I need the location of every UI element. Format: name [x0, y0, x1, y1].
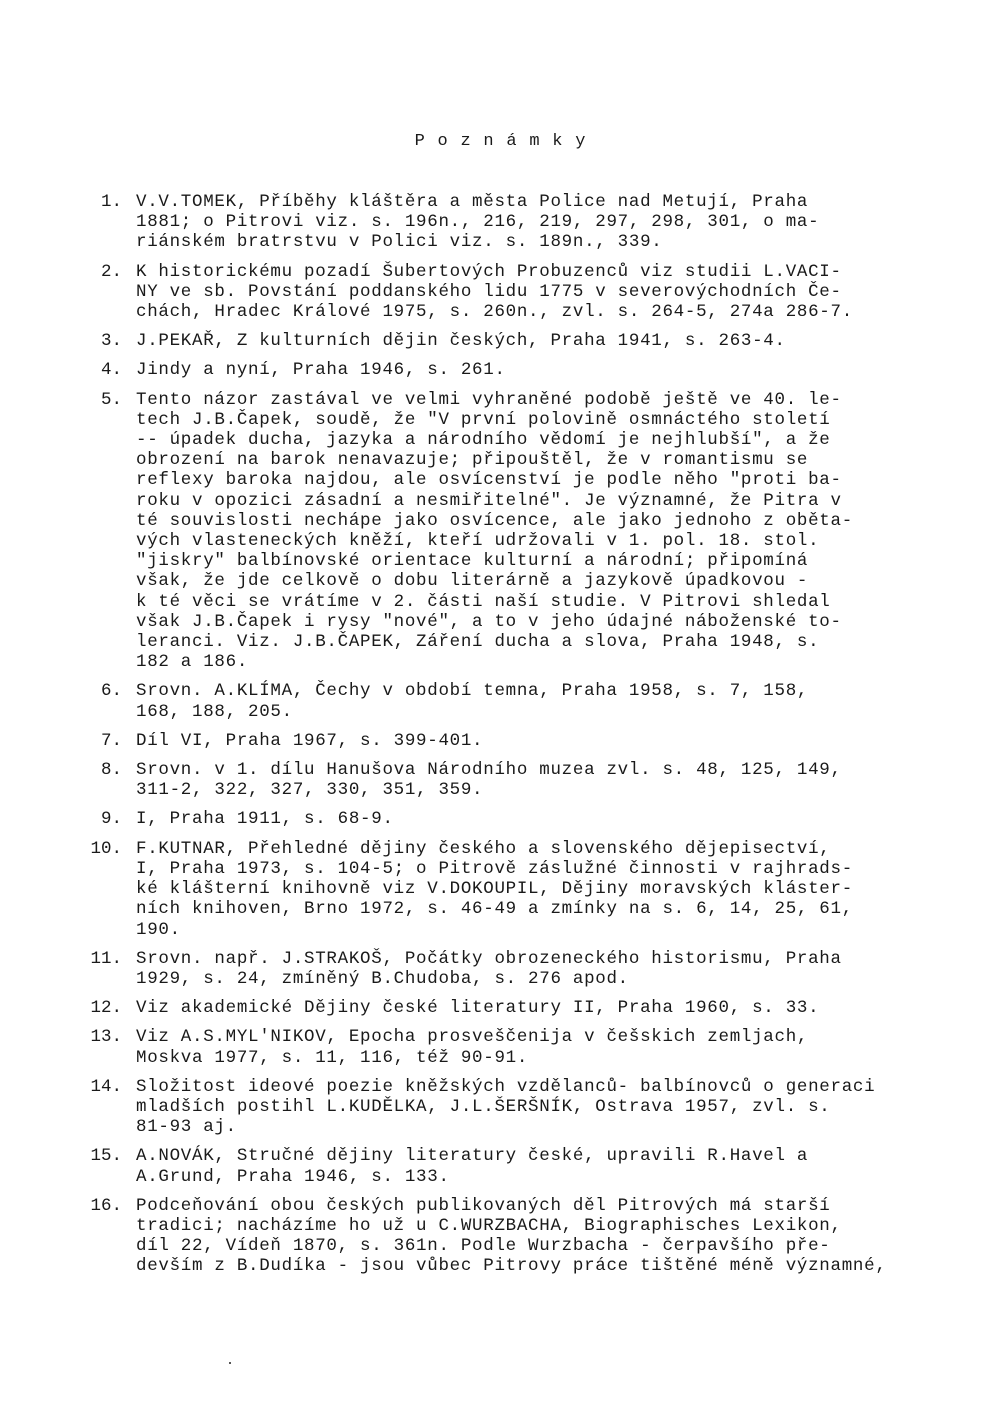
footnote-text-line: Srovn. A.KLÍMA, Čechy v období temna, Praha 1958, s. 7, 158,: [136, 681, 809, 702]
footnote-text-line: I, Praha 1973, s. 104-5; o Pitrově záslužné činnosti v rajhrads-: [136, 858, 853, 879]
footnote-text-line: ních knihoven, Brno 1972, s. 46-49 a zmínky na s. 6, 14, 25, 61,: [136, 899, 853, 920]
footnote-number: 6.: [100, 681, 122, 702]
footnote-text-line: 81-93 aj.: [136, 1117, 237, 1138]
footnote-number: 3.: [100, 331, 122, 352]
footnote-number: 7.: [100, 730, 122, 751]
footnote: [0, 731, 1000, 751]
footnote-text-line: F.KUTNAR, Přehledné dějiny českého a slovenského dějepisectví,: [136, 838, 831, 859]
footnote: [0, 390, 1000, 673]
footnote-number: 9.: [100, 809, 122, 830]
footnote: [0, 760, 1000, 800]
footnote-text-line: 311-2, 322, 327, 330, 351, 359.: [136, 780, 484, 801]
footnote: [0, 1077, 1000, 1138]
footnote-text-line: V.V.TOMEK, Příběhy kláštěra a města Police nad Metují, Praha: [136, 192, 809, 212]
footnote-number: 1.: [100, 192, 122, 212]
footnote: [0, 192, 1000, 253]
footnote-text-line: I, Praha 1911, s. 68-9.: [136, 809, 394, 830]
footnote-text-line: obrození na barok nenavazuje; připouštěl, že v romantismu se: [136, 450, 809, 471]
footnote: [0, 809, 1000, 829]
footnote-text-line: vých vlasteneckých kněží, kteří udržovali v 1. pol. 18. stol.: [136, 531, 820, 552]
footnote-text-line: tech J.B.Čapek, soudě, že "V první polovině osmnáctého století: [136, 409, 831, 430]
footnote-number: 10.: [90, 838, 122, 859]
footnote-text-line: Viz akademické Dějiny české literatury II, Praha 1960, s. 33.: [136, 998, 820, 1019]
page-title: Poznámky: [414, 132, 599, 151]
footnote-text-line: Viz A.S.MYL'NIKOV, Epocha prosveščenija v češskich zemljach,: [136, 1027, 809, 1048]
footnote: [0, 1027, 1000, 1067]
footnote-text-line: Díl VI, Praha 1967, s. 399-401.: [136, 730, 484, 751]
footnote-text-line: Podceňování obou českých publikovaných děl Pitrových má starší: [136, 1195, 831, 1216]
footnote-text-line: 1881; o Pitrovi viz. s. 196n., 216, 219, 297, 298, 301, o ma-: [136, 212, 820, 233]
footnote-number: 8.: [100, 760, 122, 781]
footnote: [0, 681, 1000, 721]
footnote-text-line: mladších postihl L.KUDĚLKA, J.L.ŠERŠNÍK, Ostrava 1957, zvl. s.: [136, 1096, 831, 1117]
footnote-text-line: té souvislosti nechápe jako osvícence, ale jako jednoho z oběta-: [136, 510, 853, 531]
footnote-number: 11.: [90, 948, 122, 969]
footnote-text-line: 190.: [136, 919, 181, 940]
footnote-text-line: riánském bratrstvu v Polici viz. s. 189n., 339.: [136, 232, 663, 253]
footnote-text-line: k té věci se vrátíme v 2. části naší studie. V Pitrovi shledal: [136, 591, 831, 612]
footnote-number: 4.: [100, 360, 122, 381]
footnote-text-line: devším z B.Dudíka - jsou vůbec Pitrovy práce tištěné méně významné,: [136, 1256, 887, 1277]
footnote-text-line: chách, Hradec Králové 1975, s. 260n., zvl. s. 264-5, 274a 286-7.: [136, 302, 853, 323]
footnote-text-line: 182 a 186.: [136, 652, 249, 673]
footnote-text-line: K historickému pozadí Šubertových Probuzenců viz studii L.VACI-: [136, 261, 842, 282]
footnote-text-line: Moskva 1977, s. 11, 116, též 90-91.: [136, 1047, 529, 1068]
footnote: [0, 949, 1000, 989]
footnote-text-line: reflexy baroka najdou, ale osvícenství je podle něho "proti ba-: [136, 470, 842, 491]
footnote: [0, 360, 1000, 380]
footnote-number: 5.: [100, 389, 122, 410]
footnote-number: 14.: [90, 1076, 122, 1097]
footnote: [0, 331, 1000, 351]
footnote-number: 16.: [90, 1195, 122, 1216]
footnote-text-line: leranci. Viz. J.B.ČAPEK, Záření ducha a slova, Praha 1948, s.: [136, 632, 820, 653]
footnote-text-line: však, že jde celkově o dobu literárně a jazykově úpadkovou -: [136, 571, 809, 592]
footnote-text-line: Srovn. v 1. dílu Hanušova Národního muzea zvl. s. 48, 125, 149,: [136, 760, 842, 781]
footnote-text-line: J.PEKAŘ, Z kulturních dějin českých, Praha 1941, s. 263-4.: [136, 331, 786, 352]
footnote-text-line: 168, 188, 205.: [136, 701, 293, 722]
footnote-text-line: však J.B.Čapek i rysy "nové", a to v jeho údajné náboženské to-: [136, 611, 842, 632]
footnote-text-line: tradici; nacházíme ho už u C.WURZBACHA, Biographisches Lexikon,: [136, 1215, 842, 1236]
footnote-text-line: -- úpadek ducha, jazyka a národního vědomí je nejhlubší", a že: [136, 430, 831, 451]
footnote-text-line: díl 22, Vídeň 1870, s. 361n. Podle Wurzbacha - čerpavšího pře-: [136, 1236, 831, 1257]
notes-list: [0, 192, 1000, 1286]
footnote-text-line: roku v opozici zásadní a nesmiřitelné". Je významné, že Pitra v: [136, 490, 842, 511]
footnote: [0, 839, 1000, 940]
footnote-text-line: "jiskry" balbínovské orientace kulturní a národní; připomíná: [136, 551, 809, 572]
footnote-text-line: Srovn. např. J.STRAKOŠ, Počátky obrozeneckého historismu, Praha: [136, 948, 842, 969]
footnote: [0, 1146, 1000, 1186]
footnote-text-line: ké klášterní knihovně viz V.DOKOUPIL, Dějiny moravských kláster-: [136, 879, 853, 900]
footnote-text-line: 1929, s. 24, zmíněný B.Chudoba, s. 276 apod.: [136, 968, 629, 989]
footnote: [0, 262, 1000, 323]
footnote-number: 13.: [90, 1027, 122, 1048]
footnote-text-line: NY ve sb. Povstání poddanského lidu 1775 v severovýchodních Če-: [136, 281, 842, 302]
footnote-number: 12.: [90, 998, 122, 1019]
footnote-text-line: Jindy a nyní, Praha 1946, s. 261.: [136, 360, 506, 381]
footnote-text-line: A.NOVÁK, Stručné dějiny literatury české, upravili R.Havel a: [136, 1146, 809, 1167]
footnote: [0, 998, 1000, 1018]
footnote: [0, 1196, 1000, 1277]
scan-speck: [229, 1362, 231, 1364]
footnote-number: 2.: [100, 261, 122, 282]
footnote-text-line: A.Grund, Praha 1946, s. 133.: [136, 1166, 450, 1187]
footnote-number: 15.: [90, 1146, 122, 1167]
footnote-text-line: Složitost ideové poezie kněžských vzdělanců- balbínovců o generaci: [136, 1076, 876, 1097]
footnote-text-line: Tento názor zastával ve velmi vyhraněné podobě ještě ve 40. le-: [136, 389, 842, 410]
